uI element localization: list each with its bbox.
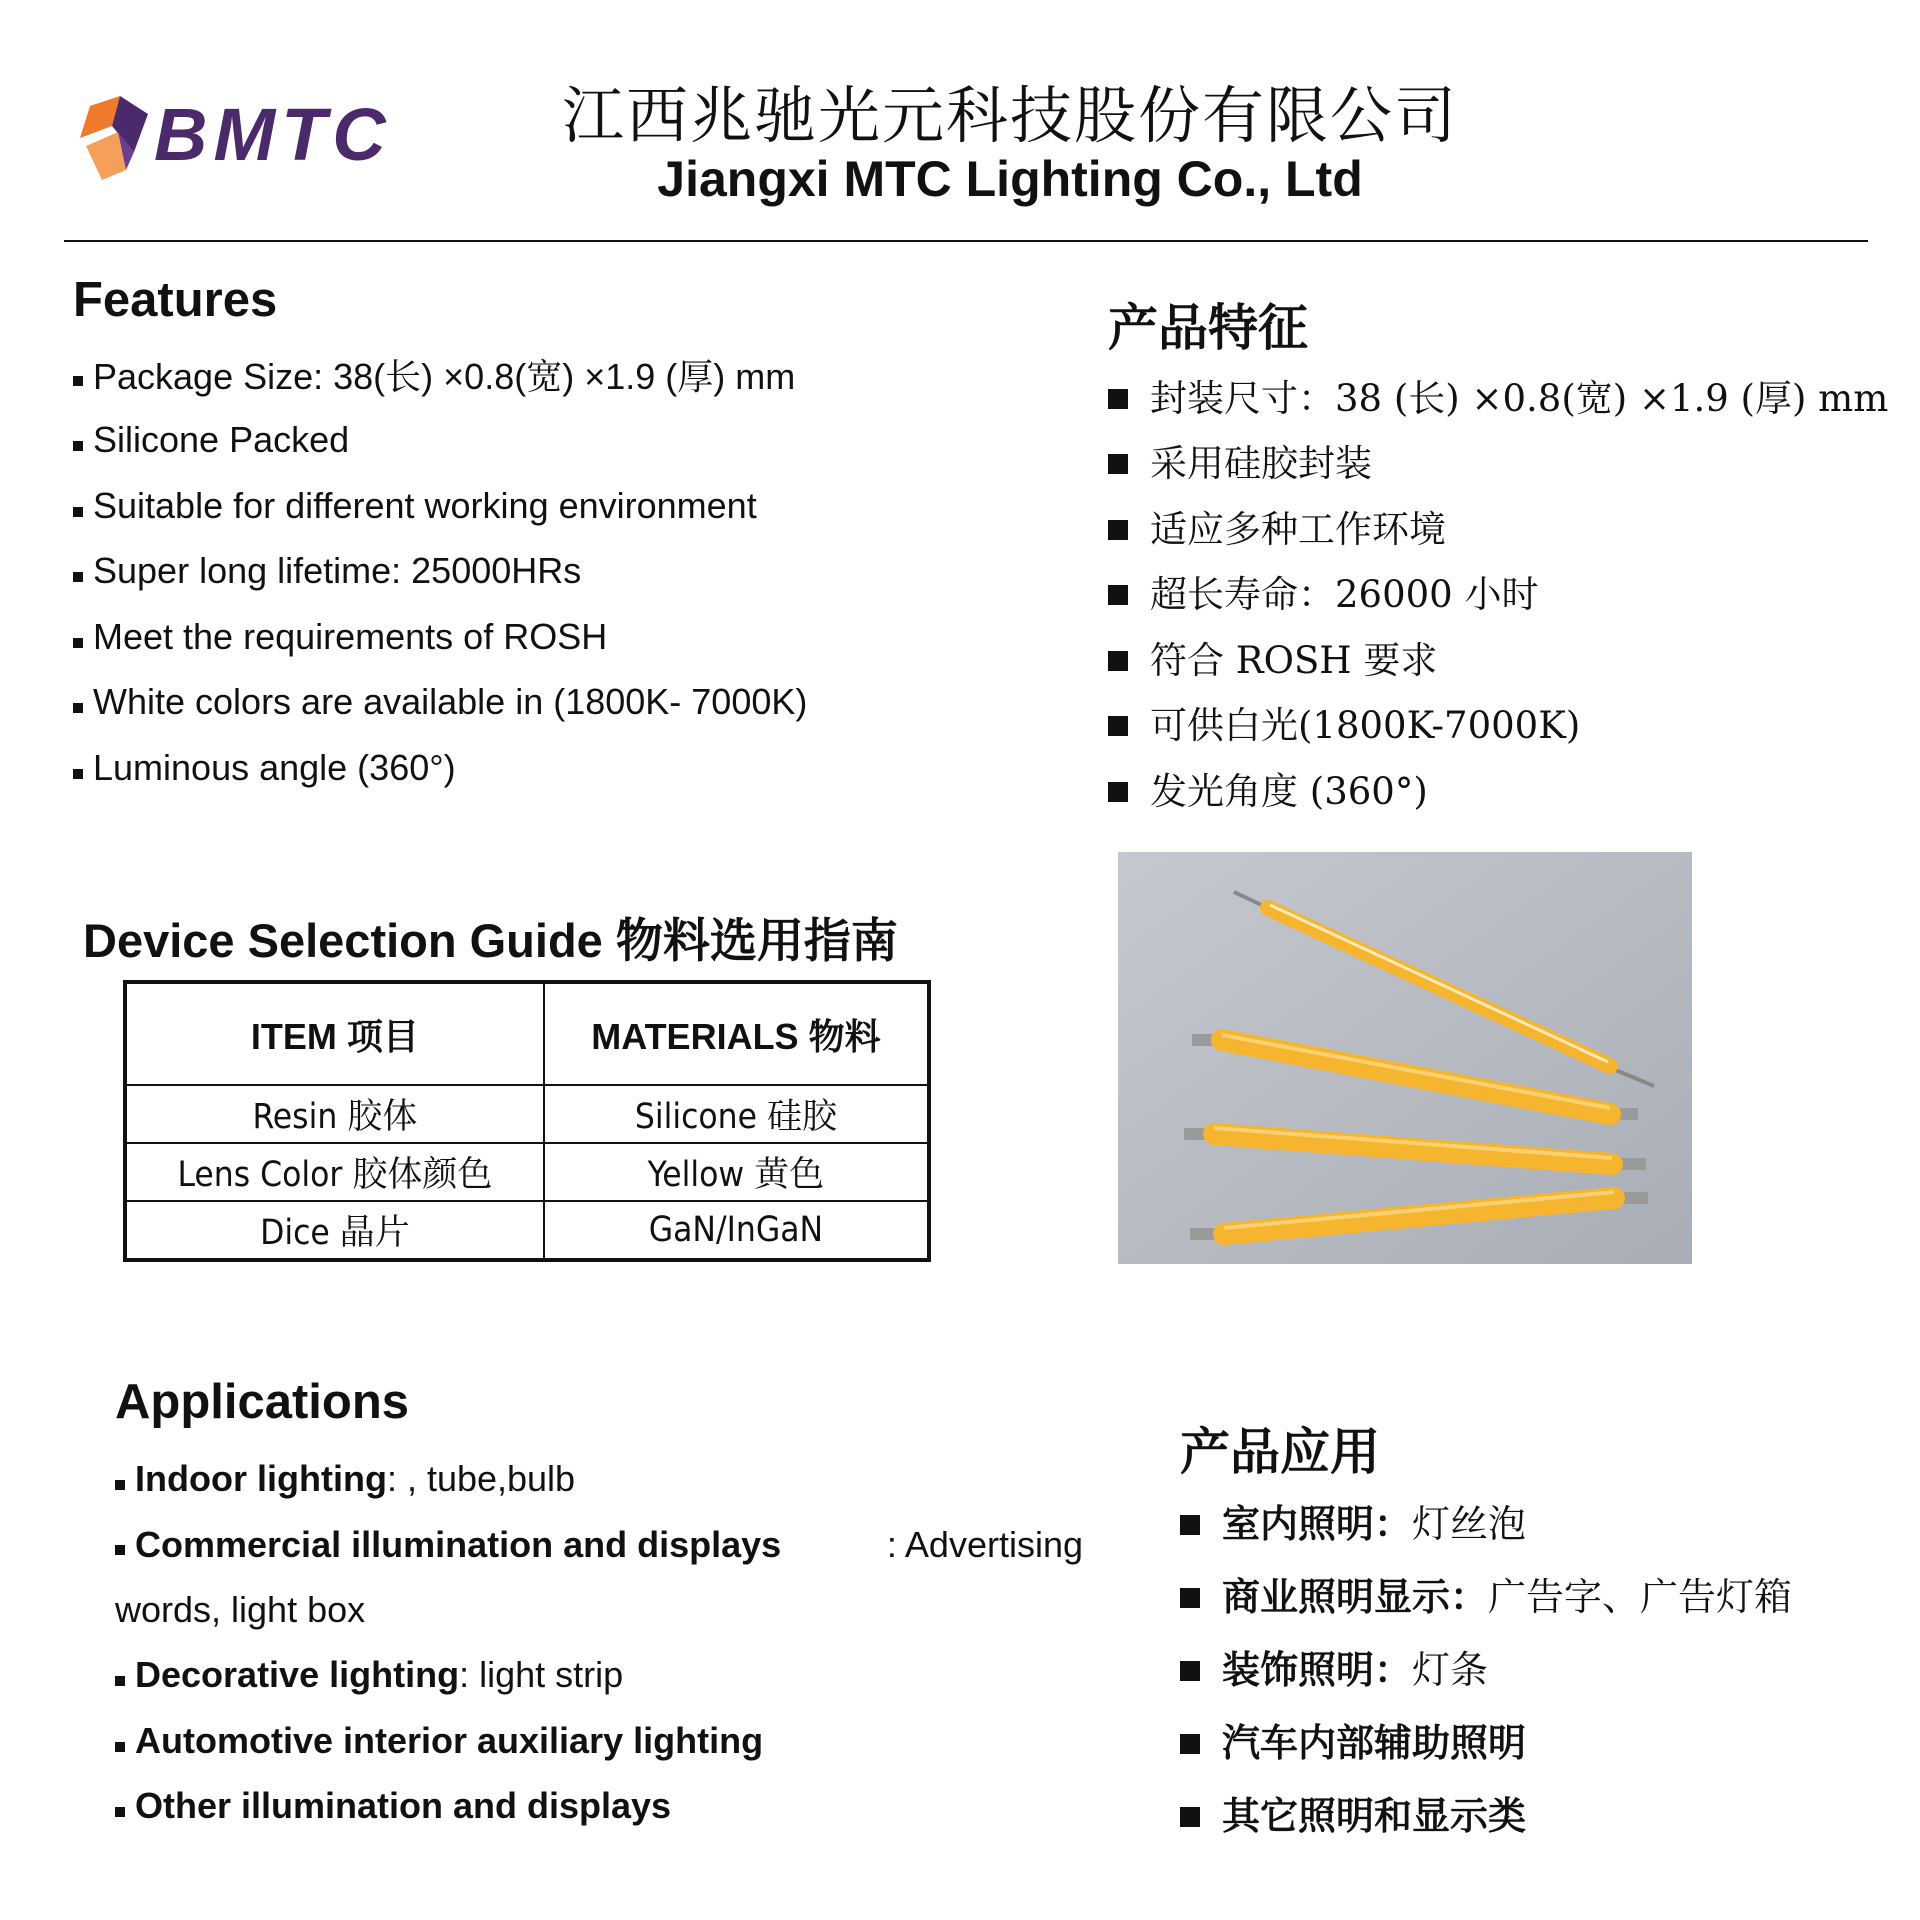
applications-cn-heading: 产品应用 xyxy=(1180,1423,1380,1481)
features-cn-list xyxy=(1108,362,1908,821)
list-item: 封装尺寸：38 (长) ×0.8(宽) ×1.9 (厚) mm xyxy=(1108,362,1908,428)
bullet-icon xyxy=(73,769,83,779)
list-item: 汽车内部辅助照明 xyxy=(1180,1703,1900,1776)
applications-list xyxy=(115,1446,1095,1839)
list-item: Package Size: 38(长) ×0.8(宽) ×1.9 (厚) mm xyxy=(73,342,1033,408)
features-list xyxy=(73,342,1033,801)
table-cell: Resin 胶体 xyxy=(125,1085,544,1143)
list-item: Meet the requirements of ROSH xyxy=(73,604,1033,670)
table-cell: GaN/InGaN xyxy=(544,1201,929,1260)
table-cell: Lens Color 胶体颜色 xyxy=(125,1143,544,1201)
bullet-icon xyxy=(73,572,83,582)
bullet-icon xyxy=(73,507,83,517)
table-row xyxy=(125,1143,929,1201)
header-divider xyxy=(64,240,1868,242)
bullet-icon xyxy=(1108,585,1128,605)
list-item: 符合 ROSH 要求 xyxy=(1108,624,1908,690)
company-logo xyxy=(72,88,472,184)
bullet-icon xyxy=(115,1480,125,1490)
list-item: Automotive interior auxiliary lighting xyxy=(115,1708,1095,1774)
bullet-icon xyxy=(115,1742,125,1752)
list-item: 发光角度 (360°) xyxy=(1108,755,1908,821)
bullet-icon xyxy=(1180,1807,1200,1827)
bullet-icon xyxy=(73,376,83,386)
table-row xyxy=(125,1085,929,1143)
list-item: 采用硅胶封装 xyxy=(1108,428,1908,494)
list-item: 超长寿命：26000 小时 xyxy=(1108,559,1908,625)
company-name-en: Jiangxi MTC Lighting Co., Ltd xyxy=(657,151,1363,207)
bullet-icon xyxy=(1108,454,1128,474)
bullet-icon xyxy=(1180,1661,1200,1681)
list-item: 可供白光(1800K-7000K) xyxy=(1108,690,1908,756)
table-header-row xyxy=(125,982,929,1085)
bullet-icon xyxy=(1180,1515,1200,1535)
list-item: 商业照明显示： 广告字、广告灯箱 xyxy=(1180,1557,1900,1630)
list-item: 适应多种工作环境 xyxy=(1108,493,1908,559)
list-item: Indoor lighting : , tube,bulb xyxy=(115,1446,1095,1512)
list-item: White colors are available in (1800K- 7000K) xyxy=(73,670,1033,736)
bullet-icon xyxy=(1108,389,1128,409)
table-cell: Yellow 黄色 xyxy=(544,1143,929,1201)
bullet-icon xyxy=(73,441,83,451)
list-item: 其它照明和显示类 xyxy=(1180,1776,1900,1849)
list-item: 室内照明： 灯丝泡 xyxy=(1180,1484,1900,1557)
selection-guide-table xyxy=(123,980,931,1262)
bullet-icon xyxy=(115,1807,125,1817)
list-item: Decorative lighting : light strip xyxy=(115,1643,1095,1709)
logo-text: BMTC xyxy=(154,93,392,176)
table-cell: Dice 晶片 xyxy=(125,1201,544,1260)
features-heading: Features xyxy=(73,273,278,327)
list-item: Silicone Packed xyxy=(73,408,1033,474)
list-item: Luminous angle (360°) xyxy=(73,735,1033,801)
list-item: Super long lifetime: 25000HRs xyxy=(73,539,1033,605)
bullet-icon xyxy=(115,1676,125,1686)
table-row xyxy=(125,1201,929,1260)
applications-cn-list xyxy=(1180,1484,1900,1849)
table-header-cell: ITEM 项目 xyxy=(125,982,544,1085)
list-item: Suitable for different working environment xyxy=(73,473,1033,539)
table-cell: Silicone 硅胶 xyxy=(544,1085,929,1143)
bullet-icon xyxy=(73,703,83,713)
company-name-cn: 江西兆驰光元科技股份有限公司 xyxy=(561,79,1458,152)
bullet-icon xyxy=(1108,782,1128,802)
bullet-icon xyxy=(1180,1734,1200,1754)
bullet-icon xyxy=(73,638,83,648)
applications-heading: Applications xyxy=(115,1375,410,1429)
features-cn-heading: 产品特征 xyxy=(1108,299,1308,357)
bullet-icon xyxy=(1108,651,1128,671)
bullet-icon xyxy=(1108,716,1128,736)
selection-guide-heading: Device Selection Guide 物料选用指南 xyxy=(83,914,898,967)
list-item: 装饰照明： 灯条 xyxy=(1180,1630,1900,1703)
product-photo xyxy=(1118,852,1692,1264)
bullet-icon xyxy=(1180,1588,1200,1608)
table-header-cell: MATERIALS 物料 xyxy=(544,982,929,1085)
list-item: Other illumination and displays xyxy=(115,1774,1095,1840)
list-item: Commercial illumination and displays : Advertising words, light box xyxy=(115,1523,1083,1630)
bullet-icon xyxy=(115,1545,125,1555)
bullet-icon xyxy=(1108,520,1128,540)
